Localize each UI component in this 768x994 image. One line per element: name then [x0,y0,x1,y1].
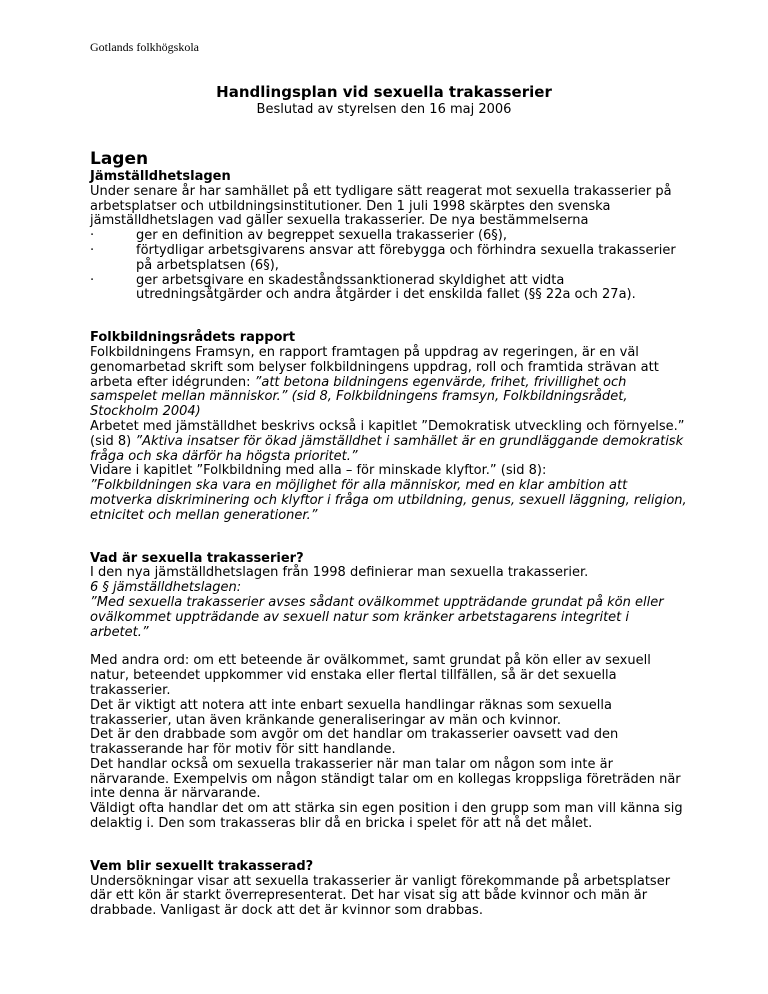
vad-paragraph-2: Med andra ord: om ett beteende är ovälkommet, samt grundat på kön eller av sexuell natur, beteendet uppkommer vid enstaka eller flertal tillfällen, så är det sexuella trakasserier. [90,653,651,698]
folkbildning-quote-3 [90,479,690,523]
vad-paragraph-1: I den nya jämställdhetslagen från 1998 definierar man sexuella trakasserier. [90,565,589,581]
law-quote [90,596,690,640]
law-reference [90,581,690,596]
vad-paragraph-4: Det är den drabbade som avgör om det handlar om trakasserier oavsett vad den trakasserande har för motiv för sitt handlande. [90,727,619,758]
quote: ”att betona bildningens egenvärde, frihet, frivillighet och samspelet mellan människor.” (sid 8, Folkbildningens framsyn, Folkbildningsrådet, Stockholm 2004) [90,374,628,420]
document-subtitle: Beslutad av styrelsen den 16 maj 2006 [256,102,512,117]
folkbildning-paragraph-1 [90,346,690,420]
paragraph-text: Arbetet med jämställdhet beskrivs också i kapitlet ”Demokratisk utveckling och förnyelse.” (sid 8) [90,418,685,449]
quote: ”Med sexuella trakasserier avses sådant ovälkommet uppträdande grundat på kön eller ovälkommet uppträdande av sexuell natur som kränker arbetstagarens integritet i arbetet.” [90,594,664,640]
document-body [90,148,690,919]
paragraph-text: Folkbildningens Framsyn, en rapport framtagen på uppdrag av regeringen, är en väl genomarbetad skrift som belyser folkbildningens uppdrag, roll och framtida strävan att arbeta efter idégrunden: [90,344,659,390]
vad-paragraph-3: Det är viktigt att notera att inte enbart sexuella handlingar räknas som sexuella trakasserier, utan även kränkande generaliseringar av män och kvinnor. [90,697,612,728]
document-title: Handlingsplan vid sexuella trakasserier [216,83,552,101]
quote: ”Aktiva insatser för ökad jämställdhet i samhället är en grundläggande demokratisk fråga och ska därför ha högsta prioritet.” [90,433,684,464]
law-reference-text: 6 § jämställdhetslagen: [90,580,242,596]
list-item: · ger en definition av begreppet sexuella trakasserier (6§), [90,229,690,244]
subheading-vad-ar: Vad är sexuella trakasserier? [90,550,304,566]
vad-paragraph-6: Väldigt ofta handlar det om att stärka sin egen position i den grupp som man vill känna sig delaktig i. Den som trakasseras blir då en bricka i spelet för att nå det målet. [90,801,683,832]
bestammelser-list [90,229,690,303]
list-item: · förtydligar arbetsgivarens ansvar att förebygga och förhindra sexuella trakasserier på arbetsplatsen (6§), [90,244,690,274]
quote: ”Folkbildningen ska vara en möjlighet för alla människor, med en klar ambition att motverka diskriminering och klyftor i fråga om utbildning, genus, sexuell läggning, religion, etnicitet och mellan generationer.” [90,478,687,523]
subheading-folkbildningsradet: Folkbildningsrådets rapport [90,330,296,346]
folkbildning-paragraph-2 [90,420,690,464]
vem-paragraph-1: Undersökningar visar att sexuella trakasserier är vanligt förekommande på arbetsplatser där ett kön är starkt överrepresenterat. Det har visat sig att både kvinnor och män är drabbade. Vanligast är dock att det är kvinnor som drabbas. [90,873,671,919]
folkbildning-paragraph-3: Vidare i kapitlet ”Folkbildning med alla – för minskade klyftor.” (sid 8): [90,463,547,479]
list-item: · ger arbetsgivare en skadeståndssanktionerad skyldighet att vidta utredningsåtgärder och andra åtgärder i det enskilda fallet (§§ 22a och 27a). [90,274,690,304]
subheading-vem-blir: Vem blir sexuellt trakasserad? [90,858,314,874]
section-heading-lagen: Lagen [90,149,149,169]
lagen-intro: Under senare år har samhället på ett tydligare sätt reagerat mot sexuella trakasserier på arbetsplatser och utbildningsinstitutioner. Den 1 juli 1998 skärptes den svenska jämställdhetslagen vad gäller sexuella trakasserier. De nya bestämmelserna [90,183,672,229]
subheading-jamstalldhetslagen: Jämställdhetslagen [90,169,231,184]
vad-paragraph-5: Det handlar också om sexuella trakasserier när man talar om någon som inte är närvarande. Exempelvis om någon ständigt talar om en kollegas kroppsliga företräden när inte denna är närvarande. [90,756,681,802]
running-header: Gotlands folkhögskola [90,40,199,54]
